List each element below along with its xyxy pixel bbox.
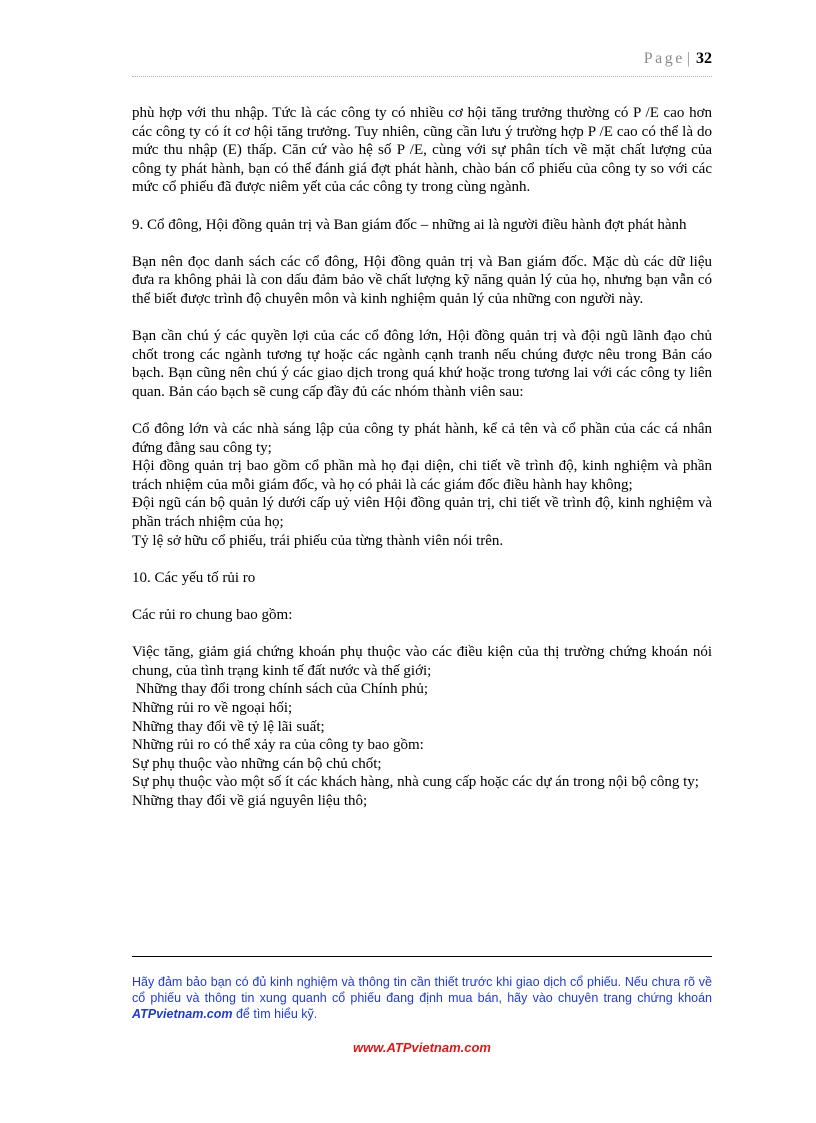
footer-brand-link[interactable]: ATPvietnam.com: [132, 1007, 233, 1021]
list-item: Hội đồng quản trị bao gồm cổ phần mà họ đại diện, chi tiết về trình độ, kinh nghiệm và phần trách nhiệm của mỗi giám đốc, và họ có phải là các giám đốc điều hành hay không;: [132, 458, 712, 493]
list-item: Những rủi ro có thể xảy ra của công ty bao gồm:: [132, 737, 424, 754]
page-label: Page: [643, 50, 685, 67]
footer-note-text: Hãy đảm bảo bạn có đủ kinh nghiệm và thông tin cần thiết trước khi giao dịch cổ phiếu. Nếu chưa rõ về cổ phiếu và thông tin xung quanh cổ phiếu đang định mua bán, hãy vào chuyên trang chứng khoán: [132, 975, 712, 1005]
page-separator: |: [686, 50, 690, 67]
page-header: [132, 50, 712, 77]
risks-list: [132, 643, 712, 810]
footer-url-link[interactable]: www.ATPvietnam.com: [353, 1040, 491, 1055]
list-item: Tỷ lệ sở hữu cổ phiếu, trái phiếu của từng thành viên nói trên.: [132, 532, 504, 549]
list-item: Đội ngũ cán bộ quản lý dưới cấp uỷ viên Hội đồng quản trị, chi tiết về trình độ, kinh nghiệm và phần trách nhiệm của họ;: [132, 495, 712, 531]
footer-divider: [132, 956, 712, 957]
list-item: Những thay đổi về tỷ lệ lãi suất;: [132, 718, 325, 735]
page-number: 32: [696, 50, 712, 67]
paragraph-interests: Bạn cần chú ý các quyền lợi của các cổ đông lớn, Hội đồng quản trị và đội ngũ lãnh đạo chủ chốt trong các ngành tương tự hoặc các ngành cạnh tranh nếu chúng được nêu trong Bản cáo bạch. Bạn cũng nên chú ý các giao dịch trong quá khứ hoặc trong tương lai với các công ty liên quan. Bản cáo bạch sẽ cung cấp đầy đủ các nhóm thành viên sau:: [132, 328, 712, 400]
list-item: Những rủi ro về ngoại hối;: [132, 700, 293, 716]
list-item: Những thay đổi trong chính sách của Chính phủ;: [132, 681, 429, 698]
list-item: Việc tăng, giảm giá chứng khoán phụ thuộc vào các điều kiện của thị trường chứng khoán nói chung, của tình trạng kinh tế đất nước và thế giới;: [132, 644, 712, 679]
paragraph-read-list: Bạn nên đọc danh sách các cổ đông, Hội đồng quản trị và Ban giám đốc. Mặc dù các dữ liệu đưa ra không phải là con dấu đảm bảo về chất lượng kỹ năng quản lý của họ, nhưng bạn vẫn có thể biết được trình độ chuyên môn và kinh nghiệm quản lý của những con người này.: [132, 253, 712, 307]
list-item: Cổ đông lớn và các nhà sáng lập của công ty phát hành, kể cả tên và cổ phần của các cá nhân đứng đằng sau công ty;: [132, 421, 712, 456]
list-item: Những thay đổi về giá nguyên liệu thô;: [132, 792, 368, 809]
members-list: [132, 420, 712, 550]
section-10-heading: 10. Các yếu tố rủi ro: [132, 569, 256, 586]
paragraph-pe-analysis: phù hợp với thu nhập. Tức là các công ty có nhiều cơ hội tăng trưởng thường có P /E cao hơn các công ty có ít cơ hội tăng trưởng. Tuy nhiên, cũng cần lưu ý trường hợp P /E cao có thể là do mức thu nhập (E) thấp. Căn cứ vào hệ số P /E, cùng với sự phân tích về mặt chất lượng của công ty phát hành, bạn có thể đánh giá đợt phát hành, chào bán cổ phiếu của công ty so với các mức cổ phiếu đã được niêm yết của các công ty trong cùng ngành.: [132, 105, 712, 196]
list-item: Sự phụ thuộc vào những cán bộ chủ chốt;: [132, 755, 382, 772]
footer-note: [132, 974, 712, 1022]
section-9-heading: 9. Cổ đông, Hội đồng quản trị và Ban giám đốc – những ai là người điều hành đợt phát hành: [132, 216, 687, 233]
list-item: Sự phụ thuộc vào một số ít các khách hàng, nhà cung cấp hoặc các dự án trong nội bộ công ty;: [132, 774, 699, 791]
document-body: [132, 104, 712, 811]
risks-intro: Các rủi ro chung bao gồm:: [132, 607, 293, 624]
footer-note-end: để tìm hiểu kỹ.: [232, 1007, 318, 1021]
